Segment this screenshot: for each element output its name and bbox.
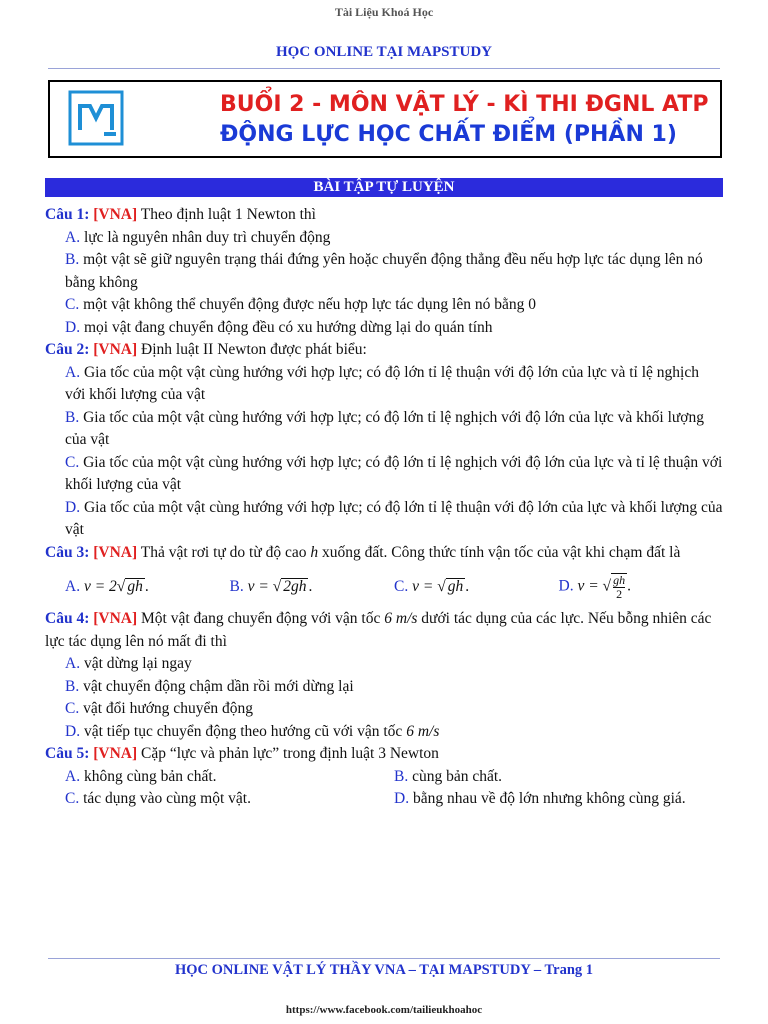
top-watermark: Tài Liệu Khoá Học <box>334 5 434 19</box>
option-label: A. <box>65 767 81 785</box>
radicand: gh <box>447 577 464 595</box>
question-number: Câu 3: <box>45 543 90 561</box>
option-b: B. v = √ 2gh . <box>229 577 313 595</box>
option-d <box>394 788 723 811</box>
option-label: C. <box>65 700 80 717</box>
sqrt-sign: √ <box>437 577 446 595</box>
formula-options <box>45 572 723 602</box>
question-number: Câu 4: <box>45 610 90 627</box>
question-number: Câu 1: <box>45 206 90 223</box>
option-d <box>45 721 723 744</box>
option-d <box>45 497 723 542</box>
sqrt-sign: √ <box>116 577 126 595</box>
tag: [VNA] <box>93 543 138 561</box>
question-3 <box>45 542 723 565</box>
title-line-1: BUỔI 2 - MÔN VẬT LÝ - KÌ THI ĐGNL ATP <box>220 92 709 117</box>
option-text: tác dụng vào cùng một vật. <box>83 790 251 807</box>
question-text: Theo định luật 1 Newton thì <box>140 206 316 223</box>
option-a <box>65 766 394 789</box>
facebook-link[interactable]: https://www.facebook.com/tailieukhoahoc <box>285 1004 483 1016</box>
option-label: B. <box>65 677 80 695</box>
tag: [VNA] <box>93 341 138 358</box>
option-a: A. v = 2√ gh . <box>65 577 149 595</box>
questions <box>45 204 723 811</box>
question-text: xuống đất. Công thức tính vận tốc của vật khi chạm đất là <box>322 543 681 561</box>
option-label: A. <box>65 655 81 672</box>
variable-h: h <box>310 543 319 561</box>
speed-value: 6 m/s <box>384 610 418 627</box>
option-text: lực là nguyên nhân duy trì chuyển động <box>83 228 331 246</box>
option-text: cùng bản chất. <box>412 767 503 785</box>
footer-divider <box>48 958 720 959</box>
option-label: B. <box>229 577 244 595</box>
speed-value: 6 m/s <box>406 722 440 740</box>
question-2 <box>45 339 723 362</box>
option-text: vật đổi hướng chuyển động <box>83 700 253 717</box>
option-label: C. <box>65 453 80 471</box>
option-d <box>45 317 723 340</box>
option-text: vật tiếp tục chuyển động theo hướng cũ với vận tốc <box>83 722 403 740</box>
question-number: Câu 2: <box>45 341 90 358</box>
question-4 <box>45 608 723 653</box>
option-label: B. <box>65 408 80 426</box>
option-label: D. <box>394 790 410 807</box>
tag: [VNA] <box>93 610 138 627</box>
option-label: B. <box>394 767 409 785</box>
option-c <box>45 294 723 317</box>
option-label: C. <box>394 577 409 595</box>
option-c: C. v = √ gh . <box>394 577 470 595</box>
option-c <box>65 788 394 811</box>
option-text: Gia tốc của một vật cùng hướng với hợp lực; có độ lớn tỉ lệ nghịch với độ lớn của lực và tỉ lệ thuận với khối lượng của vật <box>65 453 723 493</box>
option-text: Gia tốc của một vật cùng hướng với hợp lực; có độ lớn tỉ lệ thuận với độ lớn của lực và tỉ lệ nghịch với khối lượng của vật <box>65 363 699 403</box>
section-banner: BÀI TẬP TỰ LUYỆN <box>45 178 723 197</box>
option-b <box>45 249 723 294</box>
option-label: C. <box>65 296 80 313</box>
option-a <box>45 653 723 676</box>
option-c <box>45 698 723 721</box>
option-text: mọi vật đang chuyển động đều có xu hướng dừng lại do quán tính <box>83 318 493 336</box>
radicand: 2gh <box>283 577 307 595</box>
formula-prefix: v = <box>247 577 273 595</box>
option-text: vật dừng lại ngay <box>83 655 192 672</box>
option-a <box>45 362 723 407</box>
question-text: Cặp “lực và phản lực” trong định luật 3 Newton <box>141 745 439 762</box>
option-label: D. <box>65 722 81 740</box>
options-row-1 <box>45 766 723 789</box>
option-text: một vật sẽ giữ nguyên trạng thái đứng yên hoặc chuyển động thẳng đều nếu hợp lực tác dụng lên nó bằng không <box>65 251 703 291</box>
option-c <box>45 452 723 497</box>
option-label: B. <box>65 251 80 268</box>
mapstudy-logo-icon <box>68 90 124 146</box>
page-footer: HỌC ONLINE VẬT LÝ THẦY VNA – TẠI MAPSTUDY – Trang 1 <box>174 962 594 978</box>
sqrt-sign: √ <box>602 577 612 595</box>
header-divider <box>48 68 720 69</box>
option-a <box>45 227 723 250</box>
question-1 <box>45 204 723 227</box>
page-header: HỌC ONLINE TẠI MAPSTUDY <box>276 44 492 60</box>
radicand: gh <box>127 577 143 595</box>
option-b <box>394 766 723 789</box>
option-b <box>45 676 723 699</box>
option-label: C. <box>65 790 80 807</box>
fraction <box>611 573 627 601</box>
question-text: Định luật II Newton được phát biểu: <box>141 341 367 358</box>
formula-prefix: v = 2 <box>83 577 117 595</box>
option-label: D. <box>65 498 81 516</box>
formula-prefix: v = <box>412 577 438 595</box>
question-text: dưới tác dụng của các lực. Nếu bỗng nhiên các lực tác dụng lên nó mất đi thì <box>45 610 712 650</box>
question-number: Câu 5: <box>45 745 90 762</box>
option-label: A. <box>65 228 81 246</box>
formula-prefix: v = <box>577 577 603 595</box>
option-text: Gia tốc của một vật cùng hướng với hợp lực; có độ lớn tỉ lệ thuận với độ lớn của lực và khối lượng của vật <box>65 498 723 538</box>
options-row-2 <box>45 788 723 811</box>
tag: [VNA] <box>93 206 138 223</box>
option-label: A. <box>65 577 81 595</box>
denominator: 2 <box>616 587 623 601</box>
sqrt-sign: √ <box>272 577 282 595</box>
question-text: Một vật đang chuyển động với vận tốc <box>141 610 381 627</box>
option-label: D. <box>558 577 574 595</box>
option-b <box>45 407 723 452</box>
option-text: vật chuyển động chậm dần rồi mới dừng lại <box>83 677 354 695</box>
question-text: Thả vật rơi tự do từ độ cao <box>140 543 307 561</box>
numerator: gh <box>613 573 626 587</box>
tag: [VNA] <box>93 745 138 762</box>
option-text: bằng nhau về độ lớn nhưng không cùng giá. <box>412 790 686 807</box>
option-text: Gia tốc của một vật cùng hướng với hợp lực; có độ lớn tỉ lệ nghịch với độ lớn của lực và khối lượng của vật <box>65 408 704 448</box>
option-label: D. <box>65 318 81 336</box>
option-label: A. <box>65 363 81 381</box>
option-text: một vật không thể chuyển động được nếu hợp lực tác dụng lên nó bằng 0 <box>83 296 536 313</box>
option-text: không cùng bản chất. <box>83 767 217 785</box>
option-d: D. v = √ $\frac{gh}{2}$ . <box>558 573 631 601</box>
title-line-2: ĐỘNG LỰC HỌC CHẤT ĐIỂM (PHẦN 1) <box>220 122 677 147</box>
question-5 <box>45 743 723 766</box>
title-box <box>48 80 722 158</box>
